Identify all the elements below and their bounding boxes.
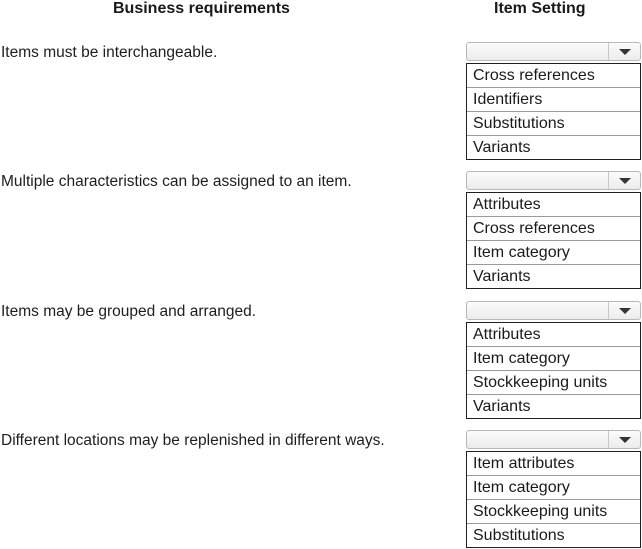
requirement-text-2: Multiple characteristics can be assigned to an item. <box>1 173 352 190</box>
dropdown-option[interactable]: Identifiers <box>467 88 640 112</box>
item-setting-dropdown-3[interactable] <box>464 301 641 419</box>
dropdown-option[interactable]: Variants <box>473 268 531 285</box>
chevron-down-icon <box>619 49 631 55</box>
dropdown-option[interactable]: Stockkeeping units <box>467 371 640 395</box>
dropdown-selected-4[interactable] <box>466 430 641 449</box>
chevron-down-icon <box>619 437 631 443</box>
dropdown-option[interactable]: Attributes <box>467 193 640 217</box>
dropdown-option[interactable]: Variants <box>473 398 531 415</box>
item-setting-dropdown-4[interactable] <box>464 430 641 548</box>
dropdown-option[interactable]: Stockkeeping units <box>467 500 640 524</box>
requirement-text-3: Items may be grouped and arranged. <box>1 303 257 320</box>
item-setting-dropdown-2[interactable] <box>464 171 641 289</box>
dropdown-option[interactable]: Attributes <box>467 323 640 347</box>
dropdown-option[interactable]: Item category <box>467 347 640 371</box>
dropdown-option[interactable]: Substitutions <box>473 527 565 544</box>
dropdown-options-4 <box>466 451 641 548</box>
item-setting-dropdown-1[interactable] <box>464 42 641 160</box>
dropdown-option[interactable]: Cross references <box>467 217 640 241</box>
dropdown-toggle-2[interactable] <box>608 172 640 189</box>
chevron-down-icon <box>619 308 631 314</box>
requirements-header: Business requirements <box>113 0 290 17</box>
chevron-down-icon <box>619 178 631 184</box>
requirement-text-1: Items must be interchangeable. <box>1 44 218 61</box>
dropdown-selected-3[interactable] <box>466 301 641 320</box>
dropdown-options-3 <box>466 322 641 419</box>
item-setting-header: Item Setting <box>494 0 586 17</box>
dropdown-selected-2[interactable] <box>466 171 641 190</box>
dropdown-option[interactable]: Variants <box>473 139 531 156</box>
dropdown-option[interactable]: Substitutions <box>467 112 640 136</box>
dropdown-option[interactable]: Cross references <box>467 64 640 88</box>
dropdown-options-2 <box>466 192 641 289</box>
dropdown-option[interactable]: Item attributes <box>467 452 640 476</box>
dropdown-toggle-3[interactable] <box>608 302 640 319</box>
dropdown-options-1 <box>466 63 641 160</box>
dropdown-option[interactable]: Item category <box>467 476 640 500</box>
dropdown-selected-1[interactable] <box>466 42 641 61</box>
dropdown-toggle-4[interactable] <box>608 431 640 448</box>
dropdown-option[interactable]: Item category <box>467 241 640 265</box>
dropdown-toggle-1[interactable] <box>608 43 640 60</box>
requirement-text-4: Different locations may be replenished in different ways. <box>1 432 385 449</box>
